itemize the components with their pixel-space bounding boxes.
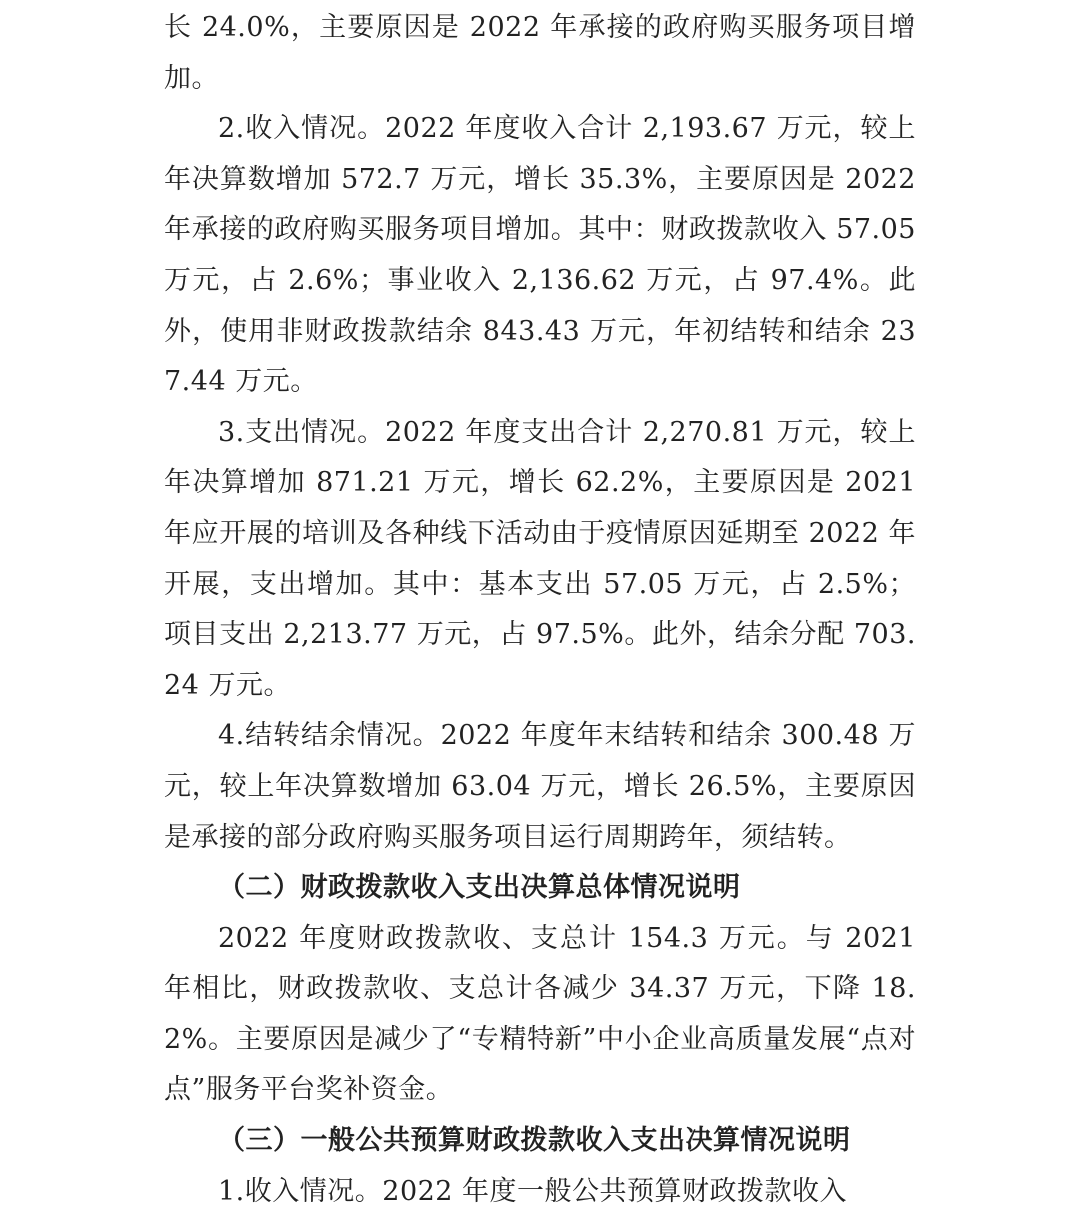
section-heading-3: （三）一般公共预算财政拨款收入支出决算情况说明	[218, 1125, 851, 1157]
paragraph-continuation: 长 24.0%，主要原因是 2022 年承接的政府购买服务项目增加。	[164, 12, 916, 94]
section-heading-2: （二）财政拨款收入支出决算总体情况说明	[218, 872, 741, 904]
paragraph-carryover: 4.结转结余情况。2022 年度年末结转和结余 300.48 万元，较上年决算数增加 63.04 万元，增长 26.5%，主要原因是承接的部分政府购买服务项目运行周期跨年，须结转。	[164, 720, 916, 853]
document-page	[164, 0, 916, 1217]
paragraph-fiscal-total: 2022 年度财政拨款收、支总计 154.3 万元。与 2021 年相比，财政拨款收、支总计各减少 34.37 万元，下降 18.2%。主要原因是减少了“专精特新”中小企业高质量发展“点对点”服务平台奖补资金。	[164, 922, 916, 1106]
paragraph-expenditure: 3.支出情况。2022 年度支出合计 2,270.81 万元，较上年决算增加 871.21 万元，增长 62.2%，主要原因是 2021 年应开展的培训及各种线下活动由于疫情原因延期至 2022 年开展，支出增加。其中：基本支出 57.05 万元，占 2.5%；项目支出 2,213.77 万元，占 97.5%。此外，结余分配 703.24 万元。	[164, 416, 916, 701]
paragraph-income: 2.收入情况。2022 年度收入合计 2,193.67 万元，较上年决算数增加 572.7 万元，增长 35.3%，主要原因是 2022 年承接的政府购买服务项目增加。其中：财政拨款收入 57.05 万元，占 2.6%；事业收入 2,136.62 万元，占 97.4%。此外，使用非财政拨款结余 843.43 万元，年初结转和结余 237.44 万元。	[164, 113, 916, 398]
paragraph-general-budget-income: 1.收入情况。2022 年度一般公共预算财政拨款收入	[218, 1175, 848, 1207]
